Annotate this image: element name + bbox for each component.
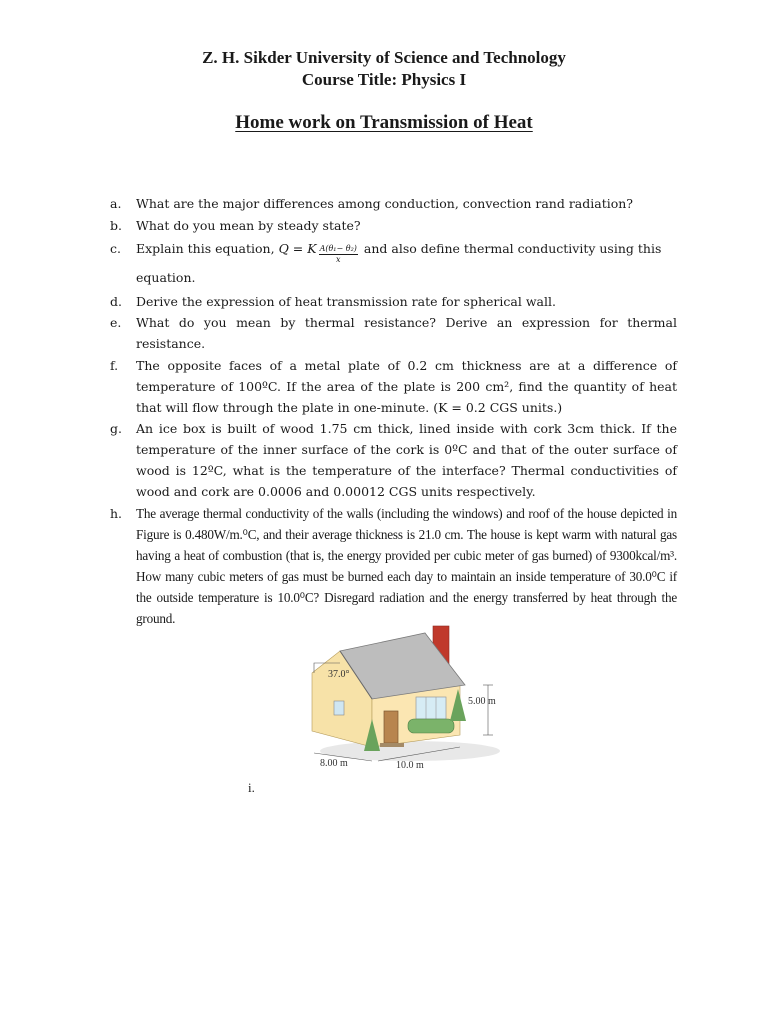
university-name: Z. H. Sikder University of Science and Technology bbox=[202, 48, 566, 67]
door-step bbox=[380, 743, 404, 747]
question-c bbox=[110, 236, 677, 290]
question-marker: a. bbox=[110, 196, 122, 211]
question-e bbox=[110, 312, 677, 354]
question-text-before: Explain this equation, bbox=[136, 241, 275, 256]
question-text: Derive the expression of heat transmission rate for spherical wall. bbox=[136, 293, 556, 309]
homework-title: Home work on Transmission of Heat bbox=[235, 112, 533, 133]
question-text: The opposite faces of a metal plate of 0.2 cm thickness are at a difference of temperature of 100ºC. If the area of the plate is 200 cm², find the quantity of heat that will flow through the plate in one-minute. (K = 0.2 CGS units.) bbox=[136, 357, 677, 415]
length-label: 10.0 m bbox=[396, 760, 424, 771]
equation-numerator: A(θ₁− θ₂) bbox=[319, 244, 357, 253]
equation-fraction bbox=[319, 244, 358, 265]
question-g bbox=[110, 418, 677, 502]
figure-item-label: i. bbox=[248, 780, 255, 795]
question-text: The average thermal conductivity of the walls (including the windows) and roof of the house depicted in Figure is 0.480W/m.⁰C, and their average thickness is 21.0 cm. The house is kept warm with natural gas having a heat of combustion (that is, the energy provided per cubic meter of gas burned) of 9300kcal/m³. How many cubic meters of gas must be burned each day to maintain an inside temperature of 30.0⁰C if the outside temperature is 10.0⁰C? Disregard radiation and the energy transferred by heat through the ground. bbox=[136, 505, 677, 626]
equation-lhs: Q = K bbox=[278, 241, 317, 256]
question-marker: b. bbox=[110, 217, 122, 233]
house-illustration bbox=[300, 623, 520, 783]
question-b bbox=[110, 215, 677, 236]
house-figure bbox=[300, 623, 520, 783]
question-marker: h. bbox=[110, 505, 123, 521]
question-text bbox=[136, 236, 677, 290]
question-marker: f. bbox=[110, 357, 119, 373]
front-window bbox=[416, 697, 446, 719]
question-list bbox=[110, 193, 677, 629]
door bbox=[384, 711, 398, 743]
question-text: What are the major differences among conduction, convection rand radiation? bbox=[136, 196, 634, 211]
width-label: 8.00 m bbox=[320, 758, 348, 769]
hedge bbox=[408, 719, 454, 733]
question-marker: d. bbox=[110, 293, 122, 309]
question-marker: e. bbox=[110, 315, 122, 330]
roof-angle-label: 37.0° bbox=[328, 669, 350, 680]
course-title: Course Title: Physics I bbox=[301, 70, 467, 89]
question-text: What do you mean by thermal resistance? Derive an expression for thermal resistance. bbox=[136, 315, 677, 351]
equation-denominator: x bbox=[335, 255, 341, 264]
question-f bbox=[110, 355, 677, 418]
side-window bbox=[334, 701, 344, 715]
question-h bbox=[110, 503, 677, 629]
height-label: 5.00 m bbox=[468, 696, 496, 707]
question-text: What do you mean by steady state? bbox=[136, 217, 361, 233]
question-text: An ice box is built of wood 1.75 cm thick, lined inside with cork 3cm thick. If the temperature of the inner surface of the cork is 0ºC and that of the outer surface of wood is 12ºC, what is the temperature of the interface? Thermal conductivities of wood and cork are 0.0006 and 0.00012 CGS units respectively. bbox=[136, 421, 677, 499]
question-marker: c. bbox=[110, 241, 121, 256]
question-a bbox=[110, 193, 677, 214]
question-marker: g. bbox=[110, 421, 122, 436]
question-text-after: and also define thermal conductivity using this equation. bbox=[136, 241, 662, 285]
question-d bbox=[110, 291, 677, 312]
